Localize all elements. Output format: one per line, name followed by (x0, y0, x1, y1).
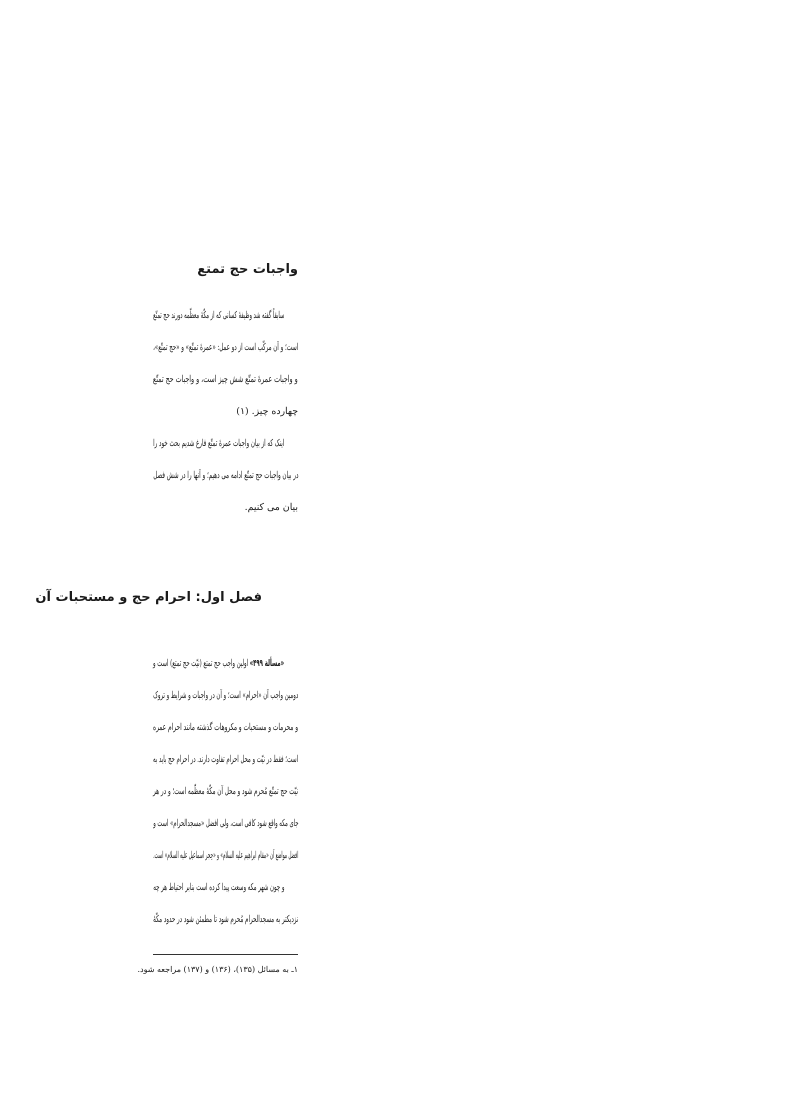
text-line: و چون شهر مکه وسعت پیدا کرده است بنابر احتیاط هر چه (152, 882, 284, 893)
text-line: افضل مواضع آن «مقام ابراهیم علیه السلام» و «حِجر اسماعیل علیه السلام» است. (152, 850, 298, 861)
text-line: نزدیکتر به مسجدالحرام مُحرم شود تا مطمئن شود در حدود مکّهٔ (152, 914, 298, 925)
issue-label: «مسألة ۴۹۹» (249, 658, 284, 669)
text-line: سابقاً گفته شد وظیفهٔ کسانی که از مکّهٔ معظّمه دورند حج تمتّع (152, 310, 284, 321)
text-line: نیّت حج تمتّع مُحرم شود و محل آن مکّهٔ معظّمه است؛ و در هر (152, 786, 298, 797)
footnote-separator (153, 954, 298, 955)
section1-paragraph-1 (153, 300, 298, 428)
text-line: اینک که از بیان واجبات عمرهٔ تمتّع فارغ شدیم بحث خود را (152, 438, 284, 449)
section2-title: فصل اول: احرام حج و مستحبات آن (35, 590, 262, 605)
text-line: است؛ فقط در نیّت و محل احرام تفاوت دارند. در احرام حج باید به (152, 754, 298, 765)
issue-first-line: اولین واجب حج تمتع (نیّت حج تمتع) است و (152, 658, 248, 669)
footnote: ۱ـ به مسائل (۱۳۵)، (۱۳۶) و (۱۳۷) مراجعه شود. (137, 965, 298, 974)
section1-title: واجبات حج تمتع (197, 262, 298, 277)
text-line: و محرمات و مستحبات و مکروهات گذشته مانند احرام عمره (152, 722, 298, 733)
text-line: است؛ و آن مرکّب است از دو عمل: «عمرهٔ تمتّع» و «حج تمتّع»، (152, 342, 298, 353)
text-line: جای مکه واقع شود کافی است، ولی افضل «مسجدالحرام» است و (152, 818, 298, 829)
section2-paragraph-1 (153, 648, 298, 872)
section1-paragraph-2 (153, 428, 298, 524)
section1-heading-block (153, 262, 298, 277)
text-line (153, 648, 298, 680)
text-line: چهارده چیز. (۱) (236, 406, 298, 417)
section2-paragraph-2 (153, 872, 298, 936)
text-line: دومین واجب آن «احرام» است؛ و آن در واجبات و شرایط و تروک (152, 690, 298, 701)
text-line: در بیان واجبات حج تمتّع ادامه می دهیم؛ و آنها را در شش فصل (152, 470, 298, 481)
text-line: بیان می کنیم. (244, 502, 298, 513)
text-line: و واجبات عمرهٔ تمتّع شش چیز است، و واجبات حج تمتّع (153, 374, 298, 385)
